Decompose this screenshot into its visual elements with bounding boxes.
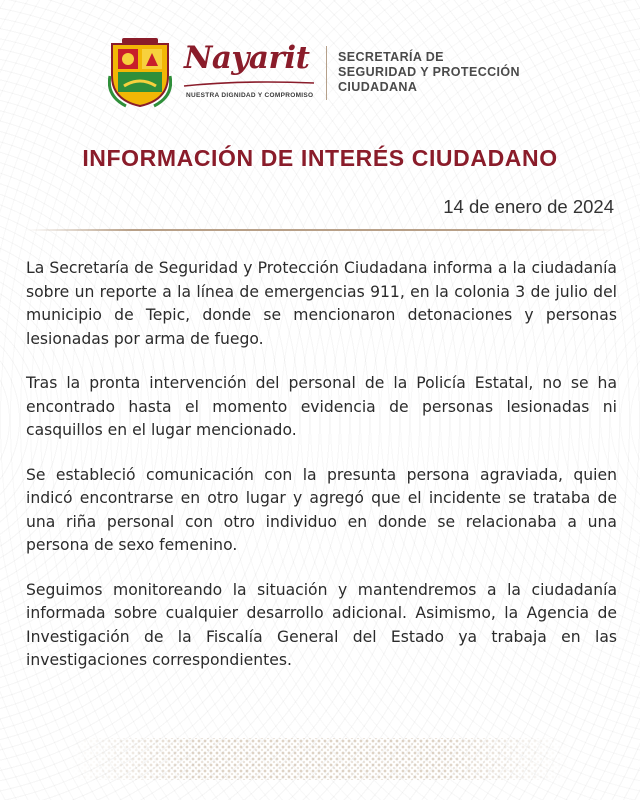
- date-divider: [26, 229, 614, 231]
- brand-name: Nayarit: [184, 40, 310, 76]
- paragraph-1: La Secretaría de Seguridad y Protección Ciudadana informa a la ciudadanía sobre un reporte a la línea de emergencias 911, en la colonia 3 de julio del municipio de Tepic, donde se mencionaron detonaciones y personas lesionadas por arma de fuego.: [26, 259, 617, 348]
- department-line-1: SECRETARÍA DE: [338, 50, 444, 64]
- brand-logo: [182, 40, 318, 104]
- date-label: 14 de enero de 2024: [443, 196, 614, 217]
- page-title: INFORMACIÓN DE INTERÉS CIUDADANO: [82, 145, 558, 171]
- paragraph-2: Tras la pronta intervención del personal de la Policía Estatal, no se ha encontrado hasta el momento evidencia de personas lesionadas ni casquillos en el lugar mencionado.: [26, 374, 617, 439]
- department-name: [338, 50, 520, 95]
- nayarit-coat-of-arms-icon: [108, 36, 172, 108]
- department-line-2: SEGURIDAD Y PROTECCIÓN: [338, 65, 520, 79]
- paragraph-4: Seguimos monitoreando la situación y mantendremos a la ciudadanía informada sobre cualquier desarrollo adicional. Asimismo, la Agencia de Investigación de la Fiscalía General del Estado ya trabaja en las investigaciones correspondientes.: [26, 580, 617, 669]
- brand-tagline: NUESTRA DIGNIDAD Y COMPROMISO: [186, 92, 314, 99]
- brand-swash-icon: [182, 80, 316, 88]
- decorative-footer-pattern: [70, 738, 570, 780]
- header-divider: [326, 46, 327, 100]
- department-line-3: CIUDADANA: [338, 80, 418, 94]
- statement-body: [26, 257, 617, 694]
- paragraph-3: Se estableció comunicación con la presunta persona agraviada, quien indicó encontrarse en otro lugar y agregó que el incidente se trataba de una riña personal con otro individuo en donde se relacionaba a una persona de sexo femenino.: [26, 465, 617, 554]
- header: [108, 36, 548, 112]
